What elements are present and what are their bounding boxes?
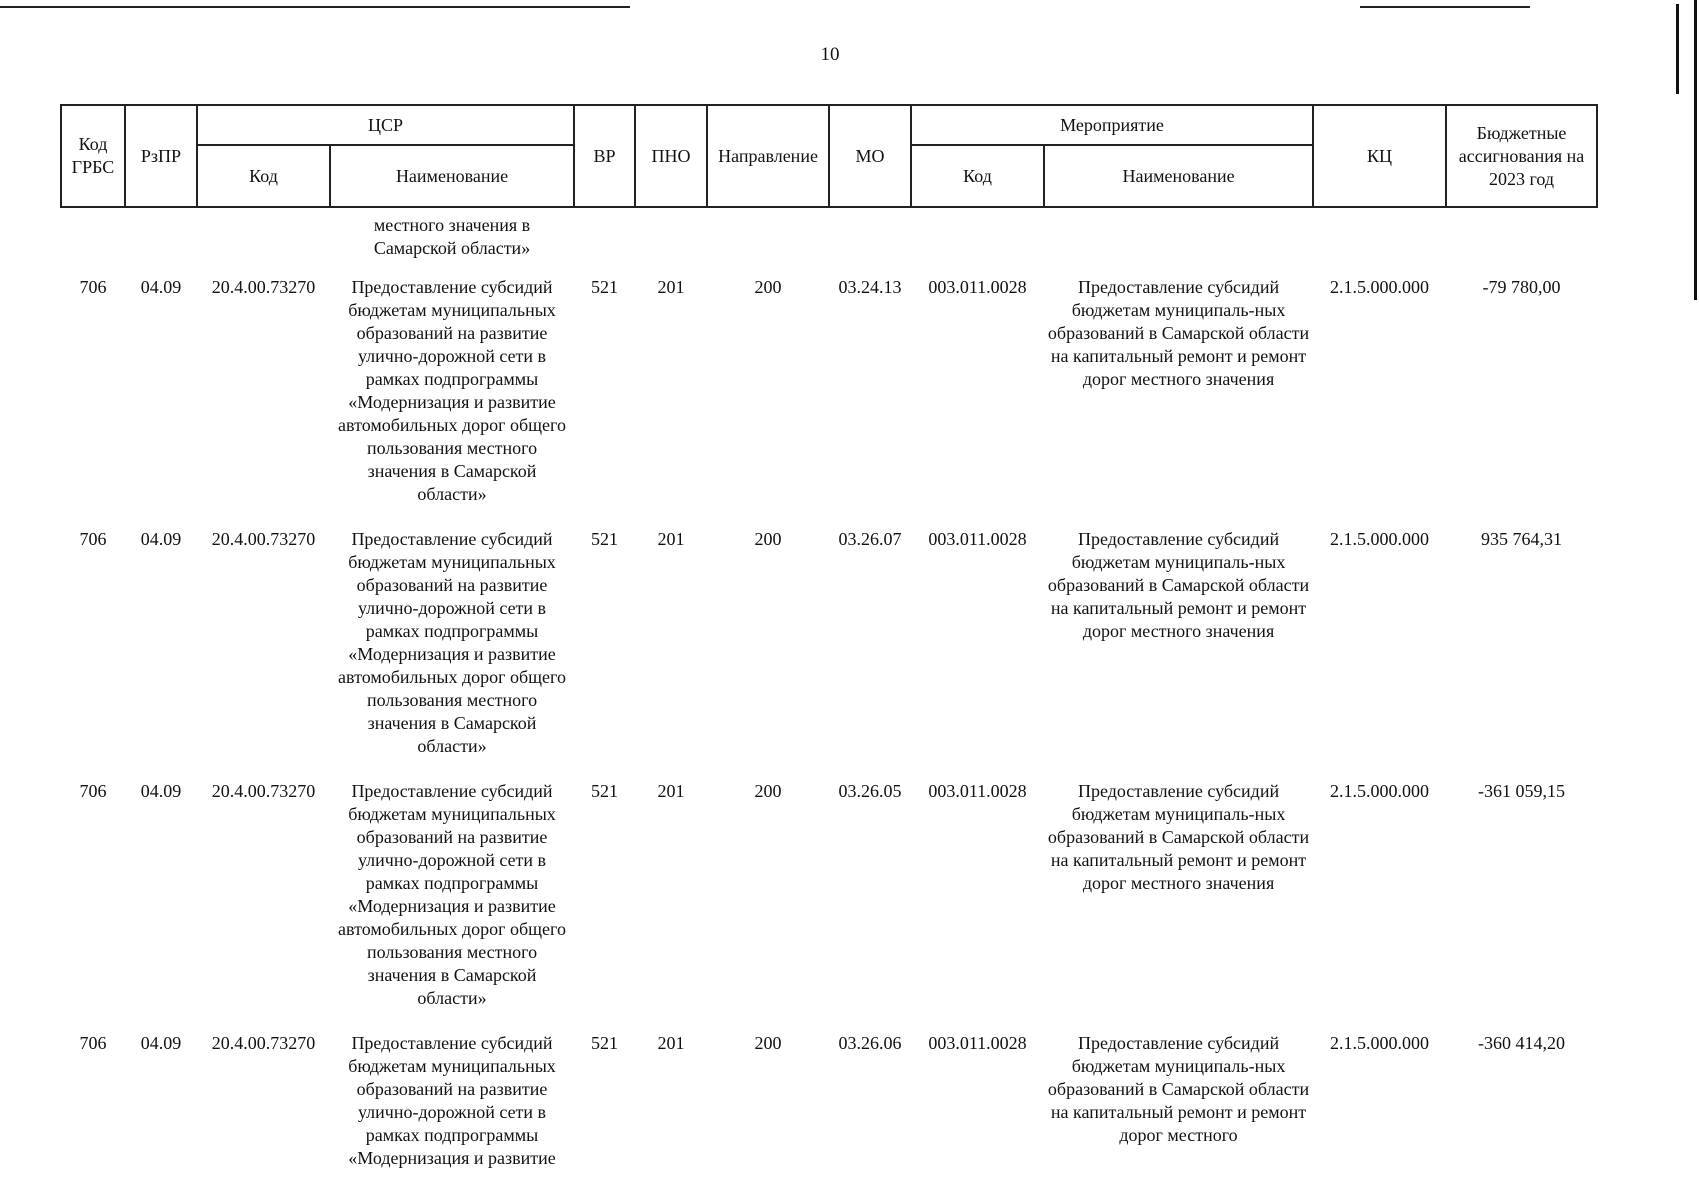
header-grbs: Код ГРБС [61, 105, 125, 207]
cell-csr-code: 20.4.00.73270 [211, 1033, 316, 1053]
header-mo: МО [829, 105, 911, 207]
cell-event-name: Предоставление субсидий бюджетам муниципаль-ных образований в Самарской области на капитальный ремонт и ремонт дорог местного значения [1047, 277, 1310, 389]
continuation-csr-name: местного значения в Самарской области» [373, 215, 531, 258]
cell-pno: 201 [657, 781, 685, 801]
cell-grbs: 706 [79, 277, 107, 297]
cell-kc: 2.1.5.000.000 [1330, 781, 1430, 801]
cell-csr-name: Предоставление субсидий бюджетам муниципальных образований на развитие улично-дорожной сети в рамках подпрограммы «Модернизация и развитие автомобильных дорог общего пользования местного значения в Самарской области» [338, 781, 566, 1008]
table-row [61, 774, 1597, 1026]
cell-grbs: 706 [79, 1033, 107, 1053]
continuation-row [61, 207, 1597, 270]
cell-direction: 200 [754, 529, 782, 549]
cell-kc: 2.1.5.000.000 [1330, 529, 1430, 549]
cell-kc: 2.1.5.000.000 [1330, 1033, 1430, 1053]
header-csr-code: Код [197, 145, 330, 207]
cell-event-name: Предоставление субсидий бюджетам муниципаль-ных образований в Самарской области на капитальный ремонт и ремонт дорог местного значения [1047, 781, 1310, 893]
cell-event-code: 003.011.0028 [928, 529, 1027, 549]
cell-grbs: 706 [79, 781, 107, 801]
cell-pno: 201 [657, 277, 685, 297]
cell-direction: 200 [754, 781, 782, 801]
cell-pno: 201 [657, 529, 685, 549]
header-csr: ЦСР [197, 105, 574, 145]
cell-budget: -361 059,15 [1478, 781, 1566, 801]
header-rzpr: РзПР [125, 105, 197, 207]
cell-rzpr: 04.09 [140, 529, 182, 549]
header-direction: Направление [707, 105, 829, 207]
cell-mo: 03.24.13 [838, 277, 902, 297]
cell-mo: 03.26.07 [838, 529, 902, 549]
cell-vr: 521 [591, 781, 619, 801]
header-vr: ВР [574, 105, 635, 207]
top-rule [1360, 6, 1530, 8]
header-event-code: Код [911, 145, 1044, 207]
cell-event-code: 003.011.0028 [928, 277, 1027, 297]
cell-csr-name: Предоставление субсидий бюджетам муниципальных образований на развитие улично-дорожной сети в рамках подпрограммы «Модернизация и развитие [348, 1033, 556, 1168]
header-budget: Бюджетные ассигнования на 2023 год [1446, 105, 1597, 207]
table-row [61, 522, 1597, 774]
table-header [61, 105, 1597, 207]
table-row [61, 270, 1597, 522]
table-body [61, 207, 1597, 1186]
header-pno: ПНО [635, 105, 707, 207]
cell-mo: 03.26.05 [838, 781, 902, 801]
cell-csr-code: 20.4.00.73270 [211, 781, 316, 801]
header-event-name: Наименование [1044, 145, 1313, 207]
cell-budget: -79 780,00 [1482, 277, 1561, 297]
header-csr-name: Наименование [330, 145, 574, 207]
budget-table [60, 104, 1598, 1186]
cell-csr-name: Предоставление субсидий бюджетам муниципальных образований на развитие улично-дорожной сети в рамках подпрограммы «Модернизация и развитие автомобильных дорог общего пользования местного значения в Самарской области» [338, 529, 566, 756]
cell-event-name: Предоставление субсидий бюджетам муниципаль-ных образований в Самарской области на капитальный ремонт и ремонт дорог местного значения [1047, 529, 1310, 641]
cell-rzpr: 04.09 [140, 1033, 182, 1053]
cell-grbs: 706 [79, 529, 107, 549]
cell-csr-code: 20.4.00.73270 [211, 277, 316, 297]
margin-mark [1694, 0, 1697, 300]
top-rule [0, 6, 630, 8]
cell-csr-code: 20.4.00.73270 [211, 529, 316, 549]
cell-pno: 201 [657, 1033, 685, 1053]
cell-rzpr: 04.09 [140, 277, 182, 297]
cell-vr: 521 [591, 1033, 619, 1053]
budget-table-container [60, 104, 1596, 1186]
cell-kc: 2.1.5.000.000 [1330, 277, 1430, 297]
cell-direction: 200 [754, 277, 782, 297]
margin-mark [1676, 4, 1679, 94]
header-event: Мероприятие [911, 105, 1313, 145]
cell-budget: -360 414,20 [1478, 1033, 1566, 1053]
cell-csr-name: Предоставление субсидий бюджетам муниципальных образований на развитие улично-дорожной сети в рамках подпрограммы «Модернизация и развитие автомобильных дорог общего пользования местного значения в Самарской области» [338, 277, 566, 504]
cell-vr: 521 [591, 277, 619, 297]
page-number: 10 [820, 44, 840, 65]
cell-vr: 521 [591, 529, 619, 549]
cell-event-name: Предоставление субсидий бюджетам муниципаль-ных образований в Самарской области на капитальный ремонт и ремонт дорог местного [1047, 1033, 1310, 1145]
table-row [61, 1026, 1597, 1186]
cell-budget: 935 764,31 [1481, 529, 1563, 549]
cell-mo: 03.26.06 [838, 1033, 902, 1053]
cell-event-code: 003.011.0028 [928, 1033, 1027, 1053]
header-kc: КЦ [1313, 105, 1446, 207]
cell-event-code: 003.011.0028 [928, 781, 1027, 801]
cell-direction: 200 [754, 1033, 782, 1053]
cell-rzpr: 04.09 [140, 781, 182, 801]
